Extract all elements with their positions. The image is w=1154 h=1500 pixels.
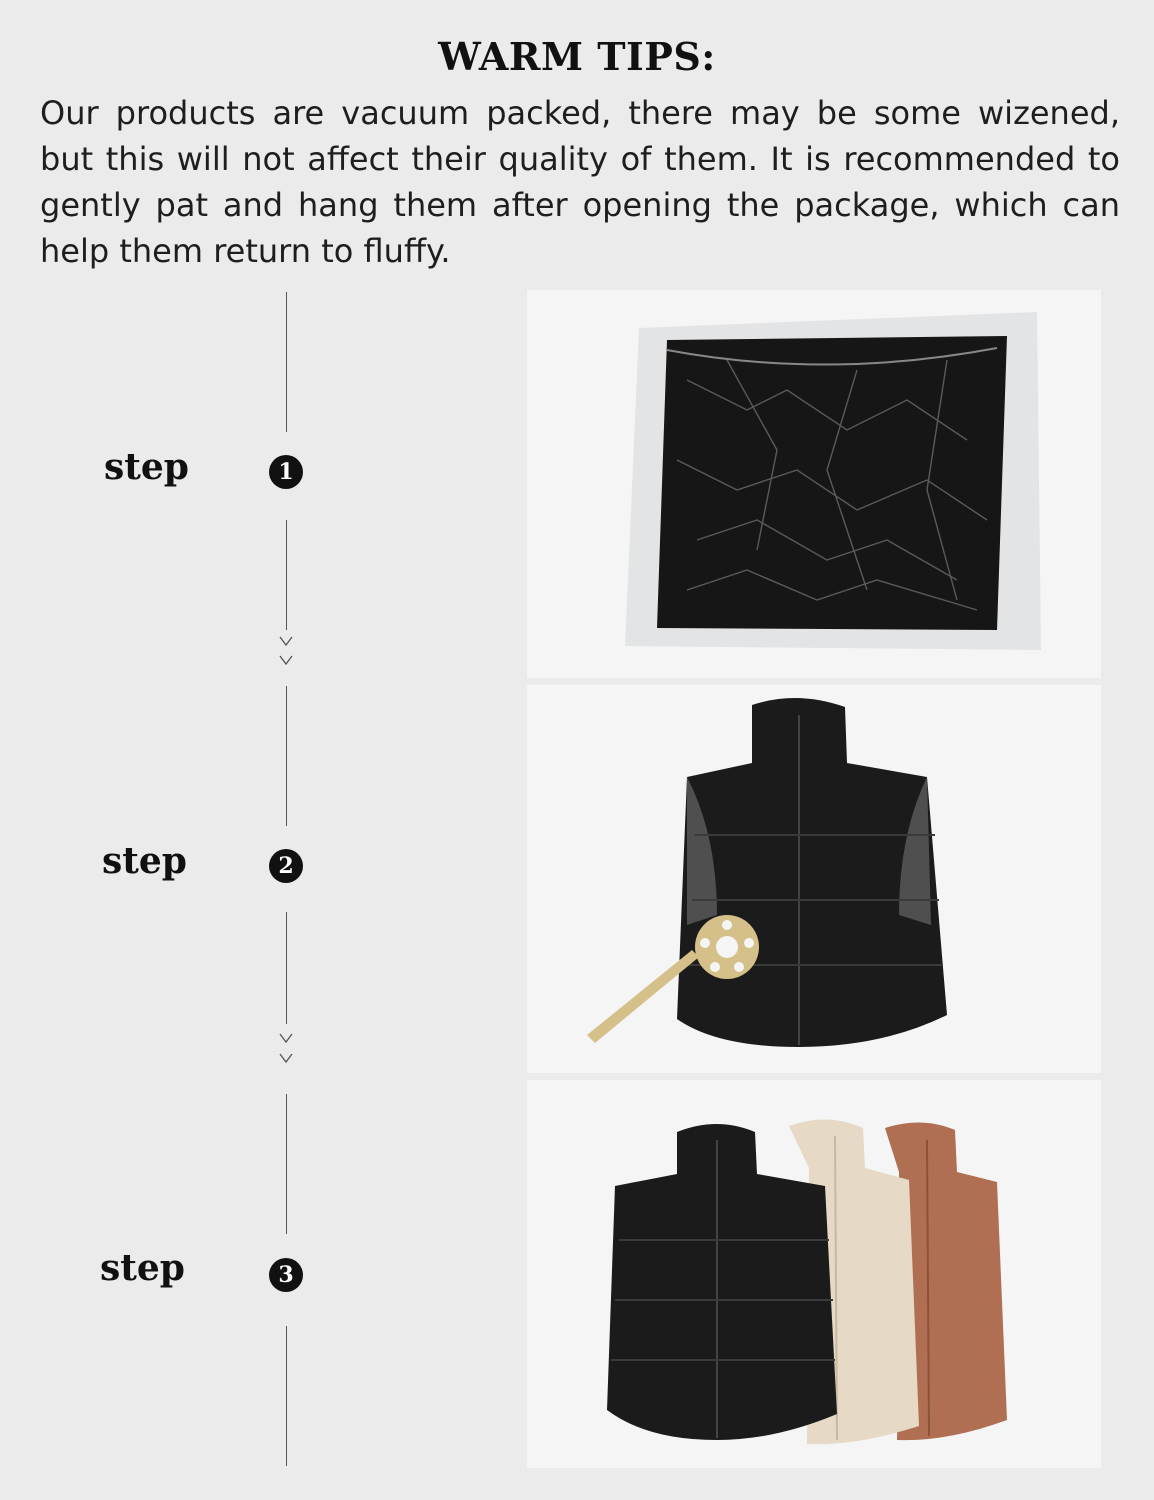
step-1-label: step xyxy=(104,446,189,488)
chevron-down-icon xyxy=(277,1032,295,1044)
chevron-down-icon xyxy=(277,1052,295,1064)
step-3-label: step xyxy=(100,1247,185,1289)
step-1-number-badge: 1 xyxy=(269,455,303,489)
vest-with-beater-icon xyxy=(527,685,1101,1073)
timeline-line xyxy=(286,292,287,432)
warm-tips-title: WARM TIPS: xyxy=(438,34,716,79)
step-2-image xyxy=(527,685,1101,1073)
timeline-line xyxy=(286,686,287,826)
timeline-line xyxy=(286,1326,287,1466)
step-3-number-badge: 3 xyxy=(269,1258,303,1292)
warm-tips-text: Our products are vacuum packed, there may be some wizened, but this will not affect their quality of them. It is recommended to gently pat and hang them after opening the package, which can help them return to fluffy. xyxy=(40,94,1120,270)
three-vests-icon xyxy=(527,1080,1101,1468)
timeline-line xyxy=(286,520,287,630)
chevron-down-icon xyxy=(277,654,295,666)
vacuum-packed-vest-icon xyxy=(527,290,1101,678)
step-3-image xyxy=(527,1080,1101,1468)
timeline-line xyxy=(286,912,287,1024)
step-2-label: step xyxy=(102,840,187,882)
step-2-number-badge: 2 xyxy=(269,849,303,883)
step-1-image xyxy=(527,290,1101,678)
timeline-line xyxy=(286,1094,287,1234)
chevron-down-icon xyxy=(277,635,295,647)
